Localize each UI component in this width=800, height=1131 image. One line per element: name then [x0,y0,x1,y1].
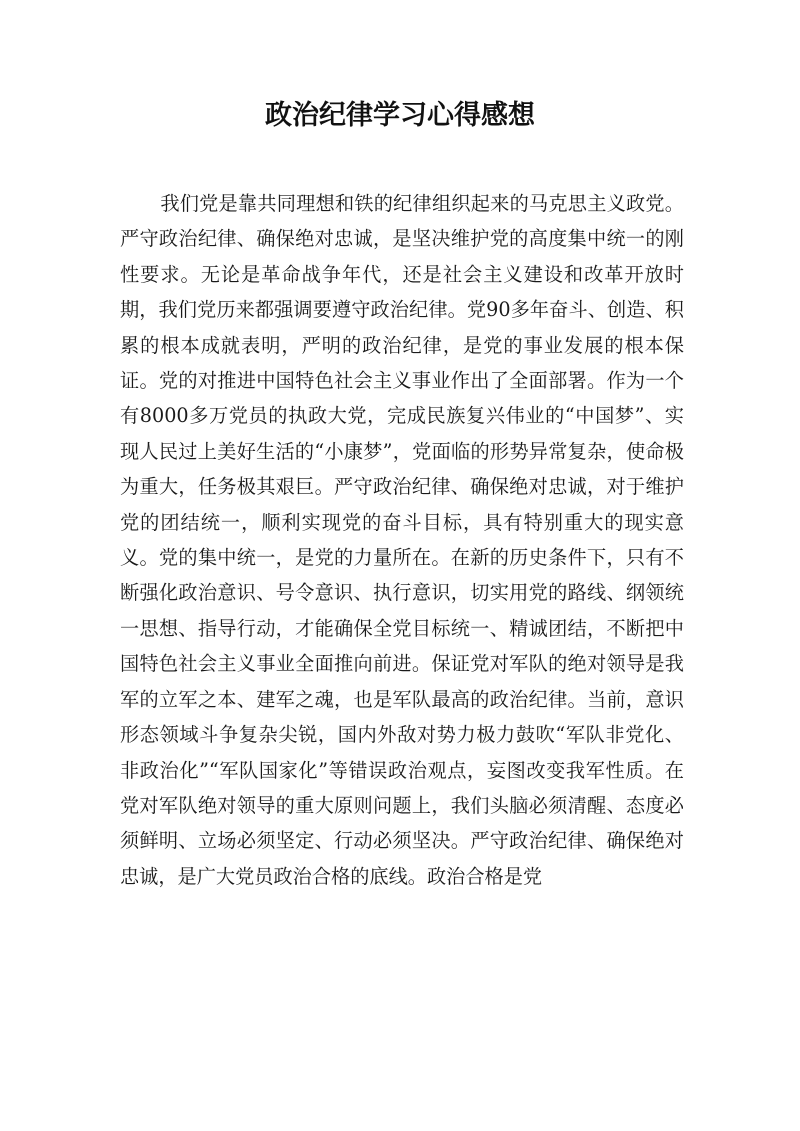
document-title: 政治纪律学习心得感想 [265,100,535,131]
body-paragraph: 我们党是靠共同理想和铁的纪律组织起来的马克思主义政党。严守政治纪律、确保绝对忠诚，是坚决维护党的高度集中统一的刚性要求。无论是革命战争年代，还是社会主义建设和改革开放时期，我们党历来都强调要遵守政治纪律。党90多年奋斗、创造、积累的根本成就表明，严明的政治纪律，是党的事业发展的根本保证。党的对推进中国特色社会主义事业作出了全面部署。作为一个有8000多万党员的执政大党，完成民族复兴伟业的“中国梦”、实现人民过上美好生活的“小康梦”，党面临的形势异常复杂，使命极为重大，任务极其艰巨。严守政治纪律、确保绝对忠诚，对于维护党的团结统一，顺利实现党的奋斗目标，具有特别重大的现实意义。党的集中统一，是党的力量所在。在新的历史条件下，只有不断强化政治意识、号令意识、执行意识，切实用党的路线、纲领统一思想、指导行动，才能确保全党目标统一、精诚团结，不断把中国特色社会主义事业全面推向前进。保证党对军队的绝对领导是我军的立军之本、建军之魂，也是军队最高的政治纪律。当前，意识形态领域斗争复杂尖锐，国内外敌对势力极力鼓吹“军队非党化、非政治化”“军队国家化”等错误政治观点，妄图改变我军性质。在党对军队绝对领导的重大原则问题上，我们头脑必须清醒、态度必须鲜明、立场必须坚定、行动必须坚决。严守政治纪律、确保绝对忠诚，是广大党员政治合格的底线。政治合格是党 [120,192,684,888]
